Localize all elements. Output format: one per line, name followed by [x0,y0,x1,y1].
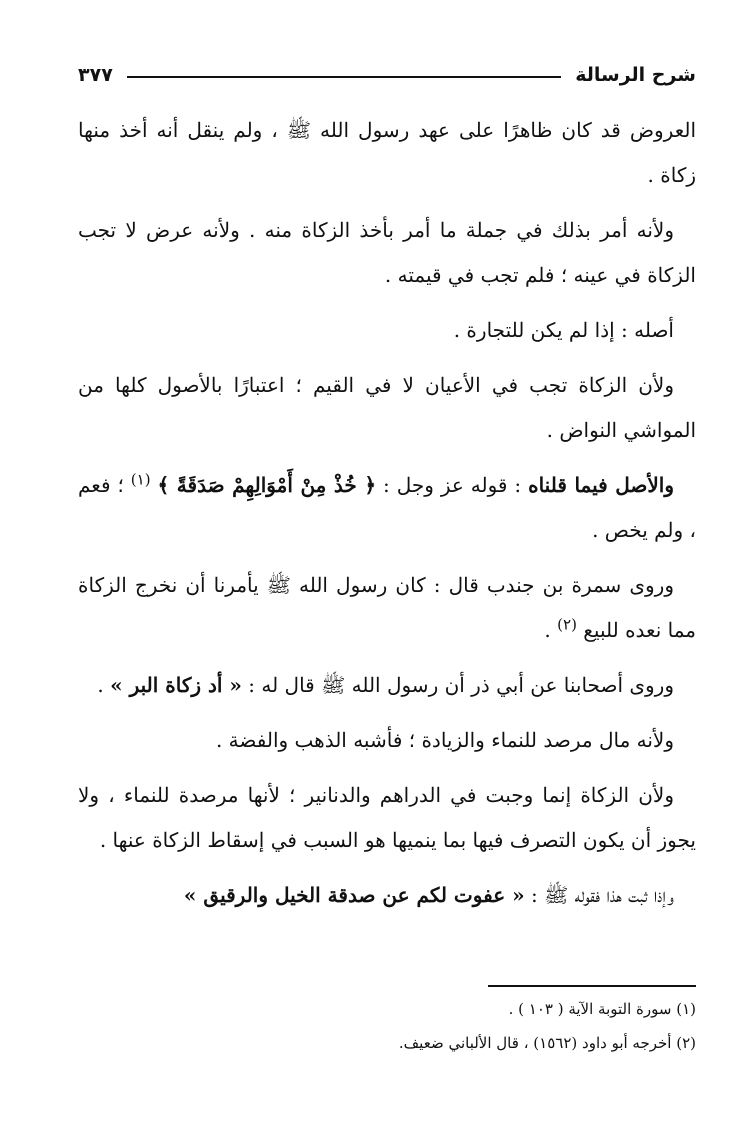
footnote: (١) سورة التوبة الآية ( ١٠٣ ) . [508,1000,696,1018]
paragraph-text: ولأنه أمر بذلك في جملة ما أمر بأخذ الزكاة منه . ولأنه عرض لا تجب الزكاة في عينه ؛ فلم تجب في قيمته . [78,218,696,287]
footnote: (٢) أخرجه أبو داود (١٥٦٢) ، قال الألباني ضعيف. [398,1034,696,1052]
footnote-rule [488,985,696,987]
paragraph-text: وإذا ثبت هذا فقوله ﷺ : [524,883,674,907]
paragraph-text: ولأن الزكاة إنما وجبت في الدراهم والدنانير ؛ لأنها مرصدة للنماء ، ولا يجوز أن يكون التصرف فيها بما ينميها هو السبب في إسقاط الزكاة عنها . [78,783,696,852]
paragraph-text: ؛ فعم ، ولم يخص . [78,473,696,542]
paragraph [78,308,696,353]
hadith-quote: « عفوت لكم عن صدقة الخيل والرقيق » [183,883,525,907]
paragraph-text: : قوله عز وجل : [376,473,529,497]
paragraph [78,108,696,198]
header-rule [127,76,561,78]
paragraph [78,663,696,708]
running-title: شرح الرسالة [575,64,696,86]
paragraph [78,873,696,918]
paragraph [78,773,696,863]
paragraph-text: . [544,618,558,642]
paragraph [78,563,696,653]
paragraph [78,208,696,298]
page-number: ٣٧٧ [78,64,113,86]
paragraph-text: أصله : إذا لم يكن للتجارة . [453,318,674,342]
paragraph-text: ولأنه مال مرصد للنماء والزيادة ؛ فأشبه الذهب والفضة . [215,728,674,752]
quran-verse: ﴿ خُذْ مِنْ أَمْوَالِهِمْ صَدَقَةً ﴾ [157,473,377,497]
bold-lead: والأصل فيما قلناه [528,473,675,497]
paragraph [78,463,696,553]
paragraph-text: . [97,673,111,697]
footnotes [78,992,696,1060]
paragraph [78,718,696,763]
paragraph-text: وروى أصحابنا عن أبي ذر أن رسول الله ﷺ قال له : [241,673,674,697]
paragraph-text: وروى سمرة بن جندب قال : كان رسول الله ﷺ يأمرنا أن نخرج الزكاة مما نعده للبيع [78,573,696,642]
footnote-ref: (١) [130,470,151,489]
running-header [78,58,696,92]
paragraph-text: ولأن الزكاة تجب في الأعيان لا في القيم ؛ اعتبارًا بالأصول كلها من المواشي النواض . [78,373,696,442]
hadith-quote: « أد زكاة البر » [110,673,242,697]
paragraph-text: العروض قد كان ظاهرًا على عهد رسول الله ﷺ ، ولم ينقل أنه أخذ منها زكاة . [78,118,696,187]
main-text [78,108,696,928]
paragraph [78,363,696,453]
footnote-ref: (٢) [557,615,577,634]
